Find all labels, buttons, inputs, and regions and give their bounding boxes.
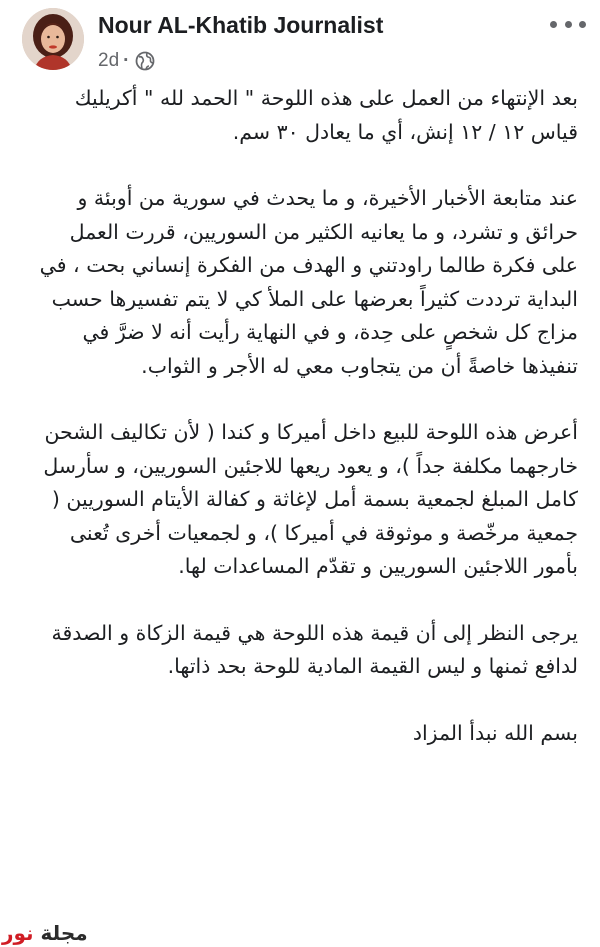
author-name[interactable]: Nour AL-Khatib Journalist xyxy=(98,12,384,38)
more-dot xyxy=(579,21,586,28)
avatar-image xyxy=(22,8,84,70)
meta-separator: · xyxy=(123,50,130,71)
more-dot xyxy=(565,21,572,28)
post-text xyxy=(28,82,578,750)
post-paragraph: بسم الله نبدأ المزاد xyxy=(412,720,578,745)
watermark-word: نور xyxy=(2,921,34,945)
more-dot xyxy=(550,21,557,28)
more-options-icon[interactable] xyxy=(550,14,586,34)
post-paragraph: بعد الإنتهاء من العمل على هذه اللوحة " الحمد لله " أكريليك قياس ١٢ / ١٢ إنش، أي ما يعادل ٣٠ سم. xyxy=(74,86,578,144)
post-meta xyxy=(98,50,155,72)
post-paragraph: عند متابعة الأخبار الأخيرة، و ما يحدث في سورية من أوبئة و حرائق و تشرد، و ما يعانيه الكثير من السوريين، قررت العمل على فكرة طالما راودتني و الهدف من الفكرة إنساني بحت ، في البداية ترددت كثيراً بعرضها على الملأ كي لا يتم تفسيرها حسب مزاج كل شخصٍ على حِدة، و في النهاية رأيت أنه لا ضرَّ في تنفيذها خاصةً أن من يتجاوب معي له الأجر و الثواب. xyxy=(39,186,578,378)
magazine-watermark xyxy=(2,921,88,945)
author-avatar[interactable] xyxy=(22,8,84,70)
post-timestamp[interactable]: 2d xyxy=(98,50,120,71)
post-paragraph: يرجى النظر إلى أن قيمة هذه اللوحة هي قيمة الزكاة و الصدقة لدافع ثمنها و ليس القيمة المادية للوحة بحد ذاتها. xyxy=(51,620,578,678)
watermark-word: مجلة xyxy=(40,921,88,945)
post-paragraph: أعرض هذه اللوحة للبيع داخل أميركا و كندا ( لأن تكاليف الشحن خارجهما مكلفة جداً )، و يعود ريعها للاجئين السوريين، و سأرسل كامل المبلغ لجمعية بسمة أمل لإغاثة و كفالة الأيتام السوريين ( جمعية مرخّصة و موثوقة في أميركا )، و لجمعيات أخرى تُعنى بأمور اللاجئين السوريين و تقدّم المساعدات لها. xyxy=(43,420,578,578)
post-header xyxy=(0,0,600,80)
globe-icon[interactable] xyxy=(135,51,155,71)
